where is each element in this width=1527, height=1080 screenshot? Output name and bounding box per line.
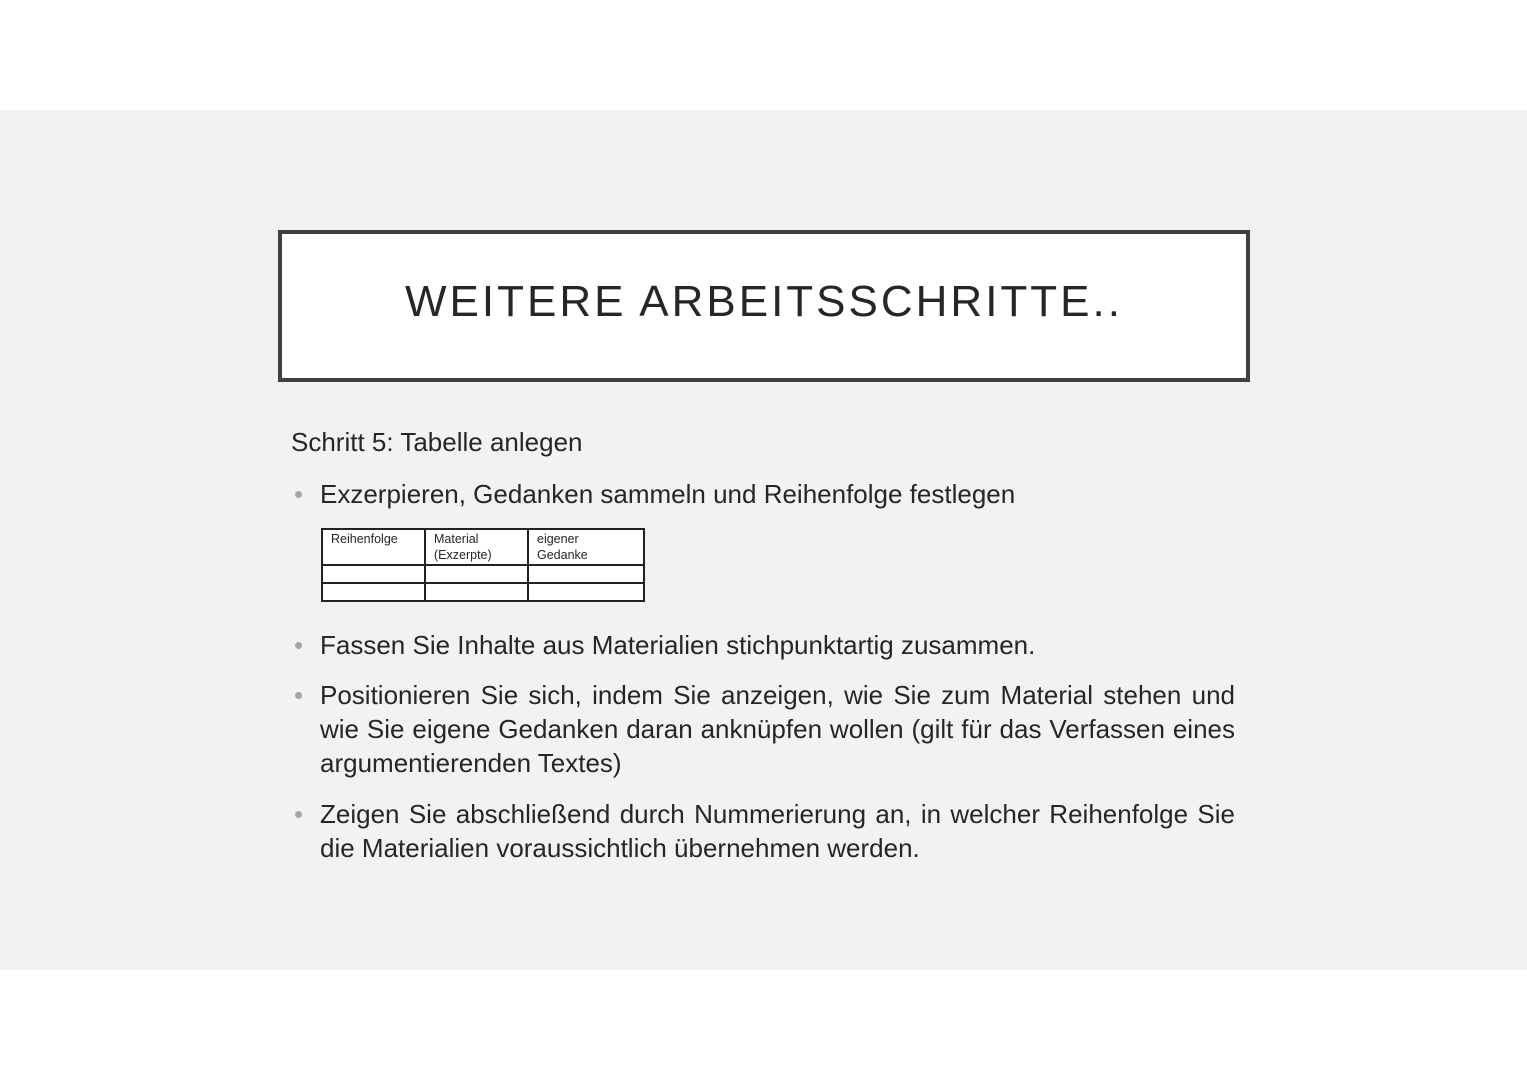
table-row: [322, 565, 644, 583]
slide-title: WEITERE ARBEITSSCHRITTE..: [405, 277, 1123, 326]
bullet-item: • Fassen Sie Inhalte aus Materialien stichpunktartig zusammen.: [320, 628, 1235, 662]
bullet-item: • Exzerpieren, Gedanken sammeln und Reihenfolge festlegen: [320, 477, 1235, 511]
table-row: [322, 583, 644, 601]
table-header-cell: Reihenfolge: [322, 529, 425, 565]
planning-table: [321, 528, 645, 602]
title-box: [278, 230, 1250, 382]
bullet-item: • Positionieren Sie sich, indem Sie anzeigen, wie Sie zum Material stehen und wie Sie eigene Gedanken daran anknüpfen wollen (gilt für das Verfassen eines argumentierenden Textes): [320, 678, 1235, 780]
step-heading: Schritt 5: Tabelle anlegen: [291, 427, 583, 457]
table-header-cell: eigener Gedanke: [528, 529, 644, 565]
table-header-cell: Material (Exzerpte): [425, 529, 528, 565]
bullet-item: • Zeigen Sie abschließend durch Nummerierung an, in welcher Reihenfolge Sie die Materialien voraussichtlich übernehmen werden.: [320, 797, 1235, 865]
